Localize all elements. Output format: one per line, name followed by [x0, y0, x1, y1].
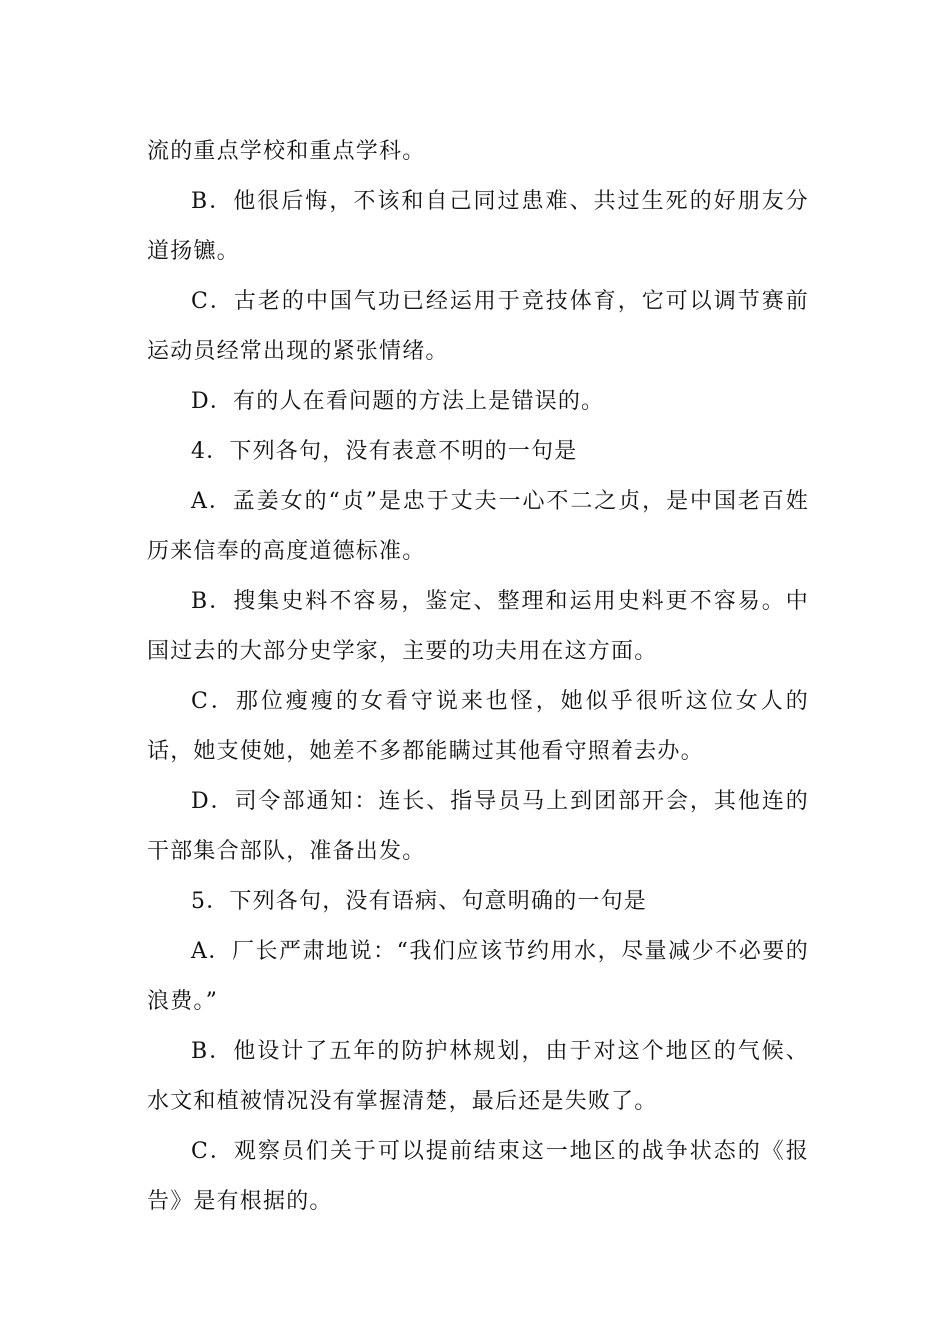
option-c-q4: C．那位瘦瘦的女看守说来也怪，她似乎很听这位女人的话，她支使她，她差不多都能瞒过其他看守照着去办。	[147, 689, 809, 764]
option-d-q3: D．有的人在看问题的方法上是错误的。	[191, 389, 605, 414]
option-b-q3: B．他很后悔，不该和自己同过患难、共过生死的好朋友分道扬镳。	[147, 189, 809, 264]
option-d-q4: D．司令部通知：连长、指导员马上到团部开会，其他连的干部集合部队，准备出发。	[147, 789, 809, 864]
paragraph-continuation: 流的重点学校和重点学科。	[147, 139, 426, 164]
option-a-q4: A．孟姜女的“贞”是忠于丈夫一心不二之贞，是中国老百姓历来信奉的高度道德标准。	[147, 489, 809, 564]
question-4: 4．下列各句，没有表意不明的一句是	[191, 439, 578, 464]
option-c-q3: C．古老的中国气功已经运用于竞技体育，它可以调节赛前运动员经常出现的紧张情绪。	[147, 289, 809, 364]
option-c-q5: C．观察员们关于可以提前结束这一地区的战争状态的《报告》是有根据的。	[147, 1139, 809, 1214]
option-b-q4: B．搜集史料不容易，鉴定、整理和运用史料更不容易。中国过去的大部分史学家，主要的功夫用在这方面。	[147, 589, 809, 664]
option-b-q5: B．他设计了五年的防护林规划，由于对这个地区的气候、水文和植被情况没有掌握清楚，最后还是失败了。	[147, 1039, 809, 1114]
document-body	[147, 127, 809, 1227]
question-5: 5．下列各句，没有语病、句意明确的一句是	[191, 889, 647, 914]
option-a-q5: A．厂长严肃地说：“我们应该节约用水，尽量减少不必要的浪费。”	[147, 939, 809, 1014]
